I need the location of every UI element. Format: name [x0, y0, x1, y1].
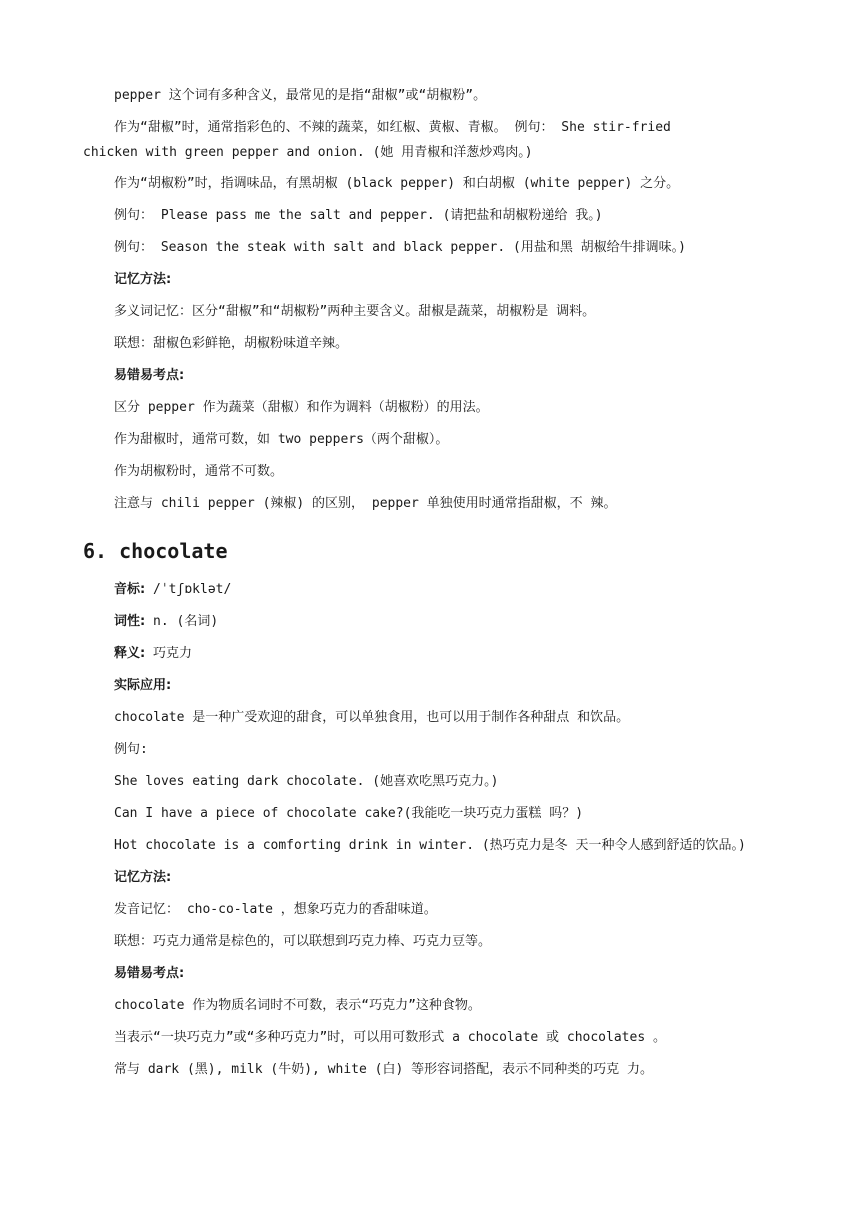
chocolate-pitfall-3: 常与 dark (黑), milk (牛奶), white (白) 等形容词搭配，表示不同种类的巧克 力。	[114, 1062, 653, 1077]
meaning-label: 释义:	[114, 646, 146, 661]
chocolate-heading: 6. chocolate	[83, 539, 228, 563]
phonetic-label: 音标:	[114, 582, 146, 597]
pepper-intro: pepper 这个词有多种含义，最常见的是指“甜椒”或“胡椒粉”。	[114, 88, 487, 103]
pos-label: 词性:	[114, 614, 146, 629]
chocolate-example-3: Hot chocolate is a comforting drink in winter. (热巧克力是冬 天一种令人感到舒适的饮品。)	[114, 838, 746, 853]
chocolate-example-1: She loves eating dark chocolate. (她喜欢吃黑巧克力。)	[114, 774, 499, 789]
pepper-memory-title: 记忆方法:	[114, 272, 172, 287]
pepper-pitfall-2: 作为甜椒时，通常可数，如 two peppers（两个甜椒）。	[114, 432, 449, 447]
pepper-example-1: 例句： Please pass me the salt and pepper. (请把盐和胡椒粉递给 我。)	[114, 208, 603, 223]
chocolate-pos-row	[114, 613, 218, 631]
chocolate-example-2: Can I have a piece of chocolate cake?(我能吃一块巧克力蛋糕 吗？)	[114, 806, 584, 821]
pepper-memory-2: 联想：甜椒色彩鲜艳，胡椒粉味道辛辣。	[114, 336, 349, 351]
pos-value: n. (名词)	[153, 614, 219, 629]
pepper-example-2: 例句： Season the steak with salt and black pepper. (用盐和黑 胡椒给牛排调味。)	[114, 240, 687, 255]
chocolate-memory-2: 联想：巧克力通常是棕色的，可以联想到巧克力棒、巧克力豆等。	[114, 934, 492, 949]
pepper-pitfall-1: 区分 pepper 作为蔬菜（甜椒）和作为调料（胡椒粉）的用法。	[114, 400, 489, 415]
chocolate-memory-title: 记忆方法:	[114, 870, 172, 885]
chocolate-usage-title: 实际应用:	[114, 678, 172, 693]
pepper-pitfall-3: 作为胡椒粉时，通常不可数。	[114, 464, 284, 479]
chocolate-phonetic-row	[114, 581, 231, 599]
chocolate-pitfall-2: 当表示“一块巧克力”或“多种巧克力”时，可以用可数形式 a chocolate 或 chocolates 。	[114, 1030, 666, 1045]
chocolate-pitfall-title: 易错易考点:	[114, 966, 185, 981]
chocolate-usage: chocolate 是一种广受欢迎的甜食，可以单独食用，也可以用于制作各种甜点 和饮品。	[114, 710, 630, 725]
pepper-powder: 作为“胡椒粉”时，指调味品，有黑胡椒 (black pepper) 和白胡椒 (white pepper) 之分。	[114, 176, 680, 191]
chocolate-meaning-row	[114, 645, 192, 663]
pepper-sweet-line1: 作为“甜椒”时，通常指彩色的、不辣的蔬菜，如红椒、黄椒、青椒。 例句： She stir-fried	[114, 120, 671, 135]
pepper-memory-1: 多义词记忆：区分“甜椒”和“胡椒粉”两种主要含义。甜椒是蔬菜，胡椒粉是 调料。	[114, 304, 596, 319]
chocolate-memory-1: 发音记忆： cho-co-late ，想象巧克力的香甜味道。	[114, 902, 437, 917]
meaning-value: 巧克力	[153, 646, 193, 661]
phonetic-value: /ˈtʃɒklət/	[153, 582, 232, 597]
pepper-pitfall-title: 易错易考点:	[114, 368, 185, 383]
pepper-pitfall-4: 注意与 chili pepper (辣椒) 的区别， pepper 单独使用时通常指甜椒，不 辣。	[114, 496, 617, 511]
pepper-sweet-line2: chicken with green pepper and onion. (她 用青椒和洋葱炒鸡肉。)	[83, 145, 533, 160]
chocolate-pitfall-1: chocolate 作为物质名词时不可数，表示“巧克力”这种食物。	[114, 998, 481, 1013]
chocolate-examples-title: 例句:	[114, 742, 148, 757]
